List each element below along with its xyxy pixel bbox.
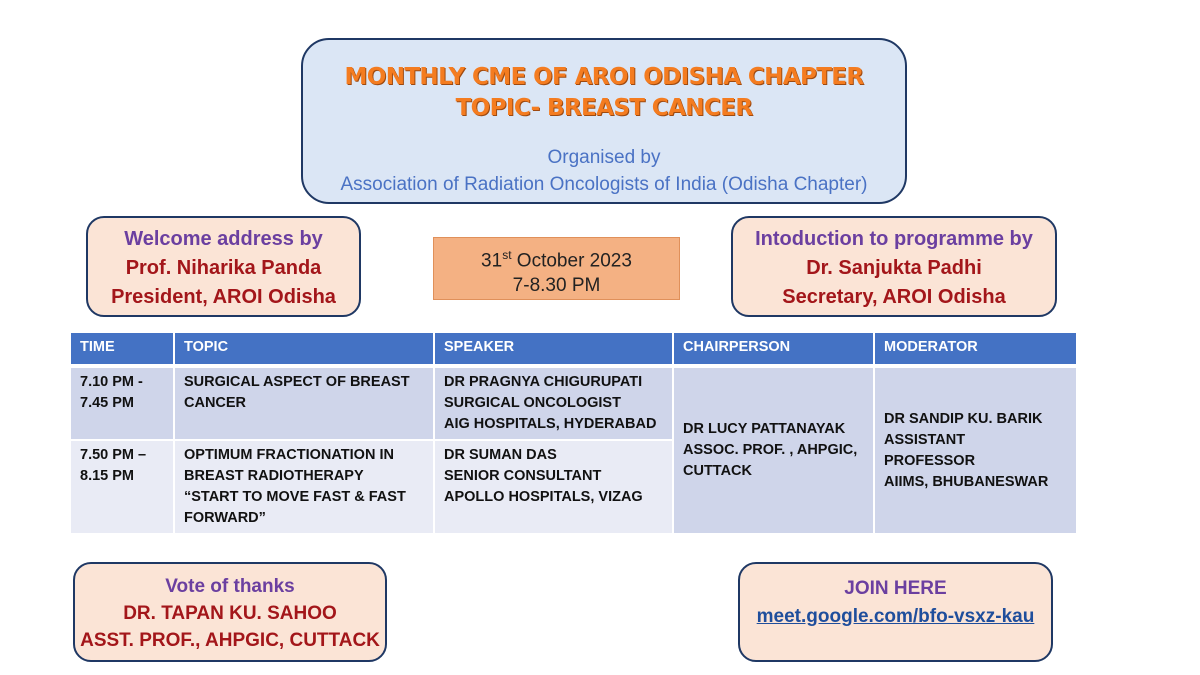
- welcome-speaker-name: Prof. Niharika Panda: [125, 257, 322, 279]
- intro-speaker-role: Secretary, AROI Odisha: [782, 286, 1006, 308]
- thanks-speaker-role: ASST. PROF., AHPGIC, CUTTACK: [80, 630, 380, 651]
- column-header-topic: TOPIC: [174, 333, 434, 366]
- introduction-box: [731, 216, 1057, 317]
- session-speaker: DR SUMAN DAS SENIOR CONSULTANT APOLLO HOSPITALS, VIZAG: [434, 440, 673, 534]
- meeting-link[interactable]: meet.google.com/bfo-vsxz-kau: [756, 606, 1035, 627]
- thanks-speaker-name: DR. TAPAN KU. SAHOO: [123, 603, 337, 624]
- schedule-table: [71, 333, 1076, 535]
- join-label: JOIN HERE: [844, 578, 947, 599]
- column-header-time: TIME: [71, 333, 174, 366]
- thanks-label: Vote of thanks: [165, 576, 295, 597]
- join-meeting-box: [738, 562, 1053, 662]
- date-time-box: [433, 237, 680, 300]
- welcome-speaker-role: President, AROI Odisha: [111, 286, 336, 308]
- chairperson-cell: DR LUCY PATTANAYAK ASSOC. PROF. , AHPGIC, CUTTACK: [673, 366, 874, 534]
- session-topic: SURGICAL ASPECT OF BREAST CANCER: [174, 366, 434, 440]
- session-time: 7.50 PM – 8.15 PM: [71, 440, 174, 534]
- organiser-info: [303, 144, 905, 198]
- vote-of-thanks-box: [73, 562, 387, 662]
- column-header-moderator: MODERATOR: [874, 333, 1076, 366]
- event-header-box: [301, 38, 907, 204]
- organisation-name: Association of Radiation Oncologists of India (Odisha Chapter): [340, 174, 868, 195]
- intro-label: Intoduction to programme by: [755, 228, 1033, 250]
- column-header-speaker: SPEAKER: [434, 333, 673, 366]
- session-topic: OPTIMUM FRACTIONATION IN BREAST RADIOTHERAPY “START TO MOVE FAST & FAST FORWARD”: [174, 440, 434, 534]
- event-title: [303, 62, 905, 124]
- intro-speaker-name: Dr. Sanjukta Padhi: [806, 257, 982, 279]
- column-header-chairperson: CHAIRPERSON: [673, 333, 874, 366]
- table-header-row: [71, 333, 1076, 366]
- session-time: 7.10 PM - 7.45 PM: [71, 366, 174, 440]
- title-line-1: MONTHLY CME OF AROI ODISHA CHAPTER: [344, 64, 864, 90]
- title-line-2: TOPIC- BREAST CANCER: [455, 95, 753, 121]
- session-speaker: DR PRAGNYA CHIGURUPATI SURGICAL ONCOLOGIST AIG HOSPITALS, HYDERABAD: [434, 366, 673, 440]
- welcome-label: Welcome address by: [124, 228, 323, 250]
- table-row: [71, 366, 1076, 440]
- organised-by-label: Organised by: [547, 147, 661, 168]
- welcome-address-box: [86, 216, 361, 317]
- moderator-cell: DR SANDIP KU. BARIK ASSISTANT PROFESSOR AIIMS, BHUBANESWAR: [874, 366, 1076, 534]
- event-date: 31st October 2023: [481, 248, 632, 272]
- event-time: 7-8.30 PM: [512, 275, 601, 297]
